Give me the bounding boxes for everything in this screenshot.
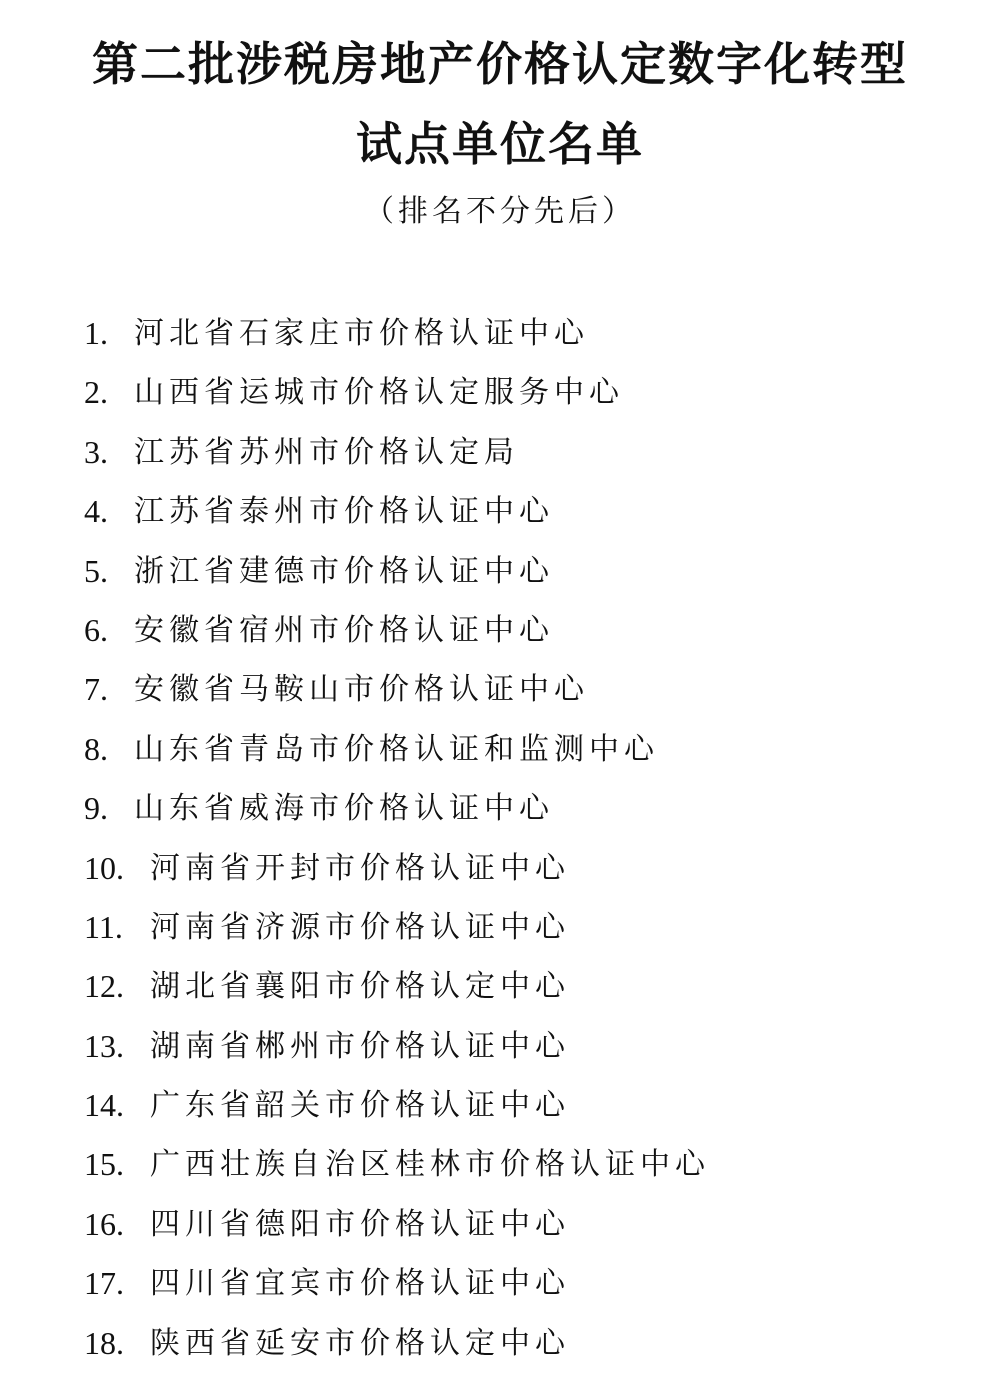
list-item <box>84 601 964 660</box>
list-item <box>84 1314 964 1373</box>
item-number: 1. <box>84 315 108 351</box>
item-number: 15. <box>84 1146 124 1183</box>
list-item <box>84 304 964 363</box>
item-name: 河南省济源市价格认证中心 <box>150 909 570 945</box>
item-name: 广西壮族自治区桂林市价格认证中心 <box>150 1147 710 1183</box>
item-number: 16. <box>84 1205 124 1242</box>
document-title-line-2: 试点单位名单 <box>356 117 644 171</box>
item-name: 安徽省马鞍山市价格认证中心 <box>134 672 589 708</box>
list-item <box>84 1135 964 1194</box>
list-item <box>84 363 964 422</box>
item-name: 江苏省泰州市价格认证中心 <box>134 494 554 530</box>
item-number: 7. <box>84 671 108 708</box>
item-number: 2. <box>84 374 108 411</box>
item-name: 陕西省延安市价格认定中心 <box>150 1325 570 1361</box>
item-number: 3. <box>84 433 108 470</box>
list-item <box>84 660 964 719</box>
item-name: 四川省宜宾市价格认证中心 <box>150 1266 570 1302</box>
item-name: 河南省开封市价格认证中心 <box>150 850 570 886</box>
list-item <box>84 779 964 838</box>
item-number: 8. <box>84 730 108 767</box>
pilot-unit-list <box>84 304 964 1373</box>
list-item <box>84 1076 964 1135</box>
item-name: 河北省石家庄市价格认证中心 <box>134 316 589 351</box>
item-name: 山西省运城市价格认定服务中心 <box>134 375 624 411</box>
list-item <box>84 720 964 779</box>
list-item <box>84 957 964 1016</box>
list-item <box>84 423 964 482</box>
list-item <box>84 839 964 898</box>
item-name: 浙江省建德市价格认证中心 <box>134 553 554 589</box>
document-title-line-1: 第二批涉税房地产价格认定数字化转型 <box>92 37 908 91</box>
item-number: 18. <box>84 1324 124 1361</box>
list-item <box>84 1195 964 1254</box>
list-item <box>84 482 964 541</box>
item-name: 山东省青岛市价格认证和监测中心 <box>134 731 659 767</box>
item-number: 6. <box>84 611 108 648</box>
list-item <box>84 898 964 957</box>
item-name: 湖北省襄阳市价格认定中心 <box>150 969 570 1005</box>
item-number: 14. <box>84 1087 124 1124</box>
item-number: 13. <box>84 1027 124 1064</box>
list-item <box>84 542 964 601</box>
item-number: 10. <box>84 849 124 886</box>
item-number: 12. <box>84 968 124 1005</box>
item-name: 山东省威海市价格认证中心 <box>134 791 554 827</box>
item-number: 11. <box>84 908 123 945</box>
document-subtitle: （排名不分先后） <box>364 194 636 229</box>
item-number: 5. <box>84 552 108 589</box>
item-number: 4. <box>84 493 108 530</box>
item-name: 广东省韶关市价格认证中心 <box>150 1088 570 1124</box>
item-name: 江苏省苏州市价格认定局 <box>134 434 519 470</box>
item-name: 安徽省宿州市价格认证中心 <box>134 612 554 648</box>
item-number: 17. <box>84 1265 124 1302</box>
list-item <box>84 1254 964 1313</box>
item-name: 四川省德阳市价格认证中心 <box>150 1206 570 1242</box>
item-name: 湖南省郴州市价格认证中心 <box>150 1028 570 1064</box>
item-number: 9. <box>84 790 108 827</box>
list-item <box>84 1017 964 1076</box>
